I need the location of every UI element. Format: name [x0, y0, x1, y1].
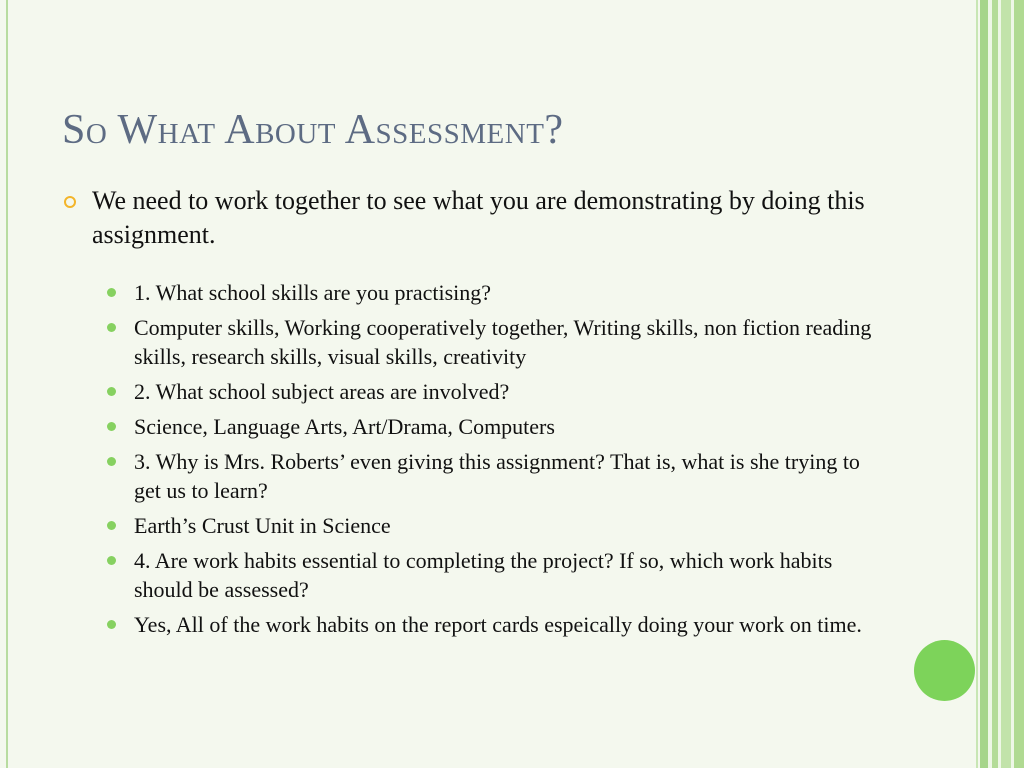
- dot-bullet-icon: [107, 620, 116, 629]
- dot-bullet-icon: [107, 457, 116, 466]
- dot-bullet-icon: [107, 521, 116, 530]
- right-border-strip: [980, 0, 988, 768]
- list-item-text: Yes, All of the work habits on the report cards espeically doing your work on time.: [134, 612, 862, 637]
- list-item: [104, 447, 872, 505]
- left-border-line: [6, 0, 8, 768]
- dot-bullet-icon: [107, 556, 116, 565]
- right-border-strip: [976, 0, 978, 768]
- list-item: [104, 511, 872, 540]
- list-item-text: Science, Language Arts, Art/Drama, Computers: [134, 414, 555, 439]
- list-item-text: Earth’s Crust Unit in Science: [134, 513, 391, 538]
- list-item: [104, 546, 872, 604]
- main-bullet-point: [62, 184, 872, 252]
- slide-title: So What About Assessment?: [62, 107, 564, 153]
- list-item-text: 3. Why is Mrs. Roberts’ even giving this assignment? That is, what is she trying to get us to learn?: [134, 449, 860, 503]
- list-item: [104, 278, 872, 307]
- list-item-text: 2. What school subject areas are involved?: [134, 379, 510, 404]
- ring-bullet-icon: [64, 196, 76, 208]
- slide-content: [62, 184, 872, 645]
- list-item: [104, 313, 872, 371]
- right-border-strip: [1001, 0, 1011, 768]
- list-item-text: Computer skills, Working cooperatively together, Writing skills, non fiction reading skills, research skills, visual skills, creativity: [134, 315, 872, 369]
- list-item: [104, 377, 872, 406]
- dot-bullet-icon: [107, 323, 116, 332]
- right-border-strip: [1014, 0, 1024, 768]
- list-item-text: 4. Are work habits essential to completing the project? If so, which work habits should be assessed?: [134, 548, 833, 602]
- list-item: [104, 412, 872, 441]
- list-item-text: 1. What school skills are you practising?: [134, 280, 492, 305]
- dot-bullet-icon: [107, 387, 116, 396]
- green-circle-icon: [914, 640, 975, 701]
- list-item: [104, 610, 872, 639]
- dot-bullet-icon: [107, 422, 116, 431]
- sub-bullet-list: [62, 278, 872, 639]
- dot-bullet-icon: [107, 288, 116, 297]
- main-bullet-text: We need to work together to see what you are demonstrating by doing this assignment.: [92, 186, 865, 249]
